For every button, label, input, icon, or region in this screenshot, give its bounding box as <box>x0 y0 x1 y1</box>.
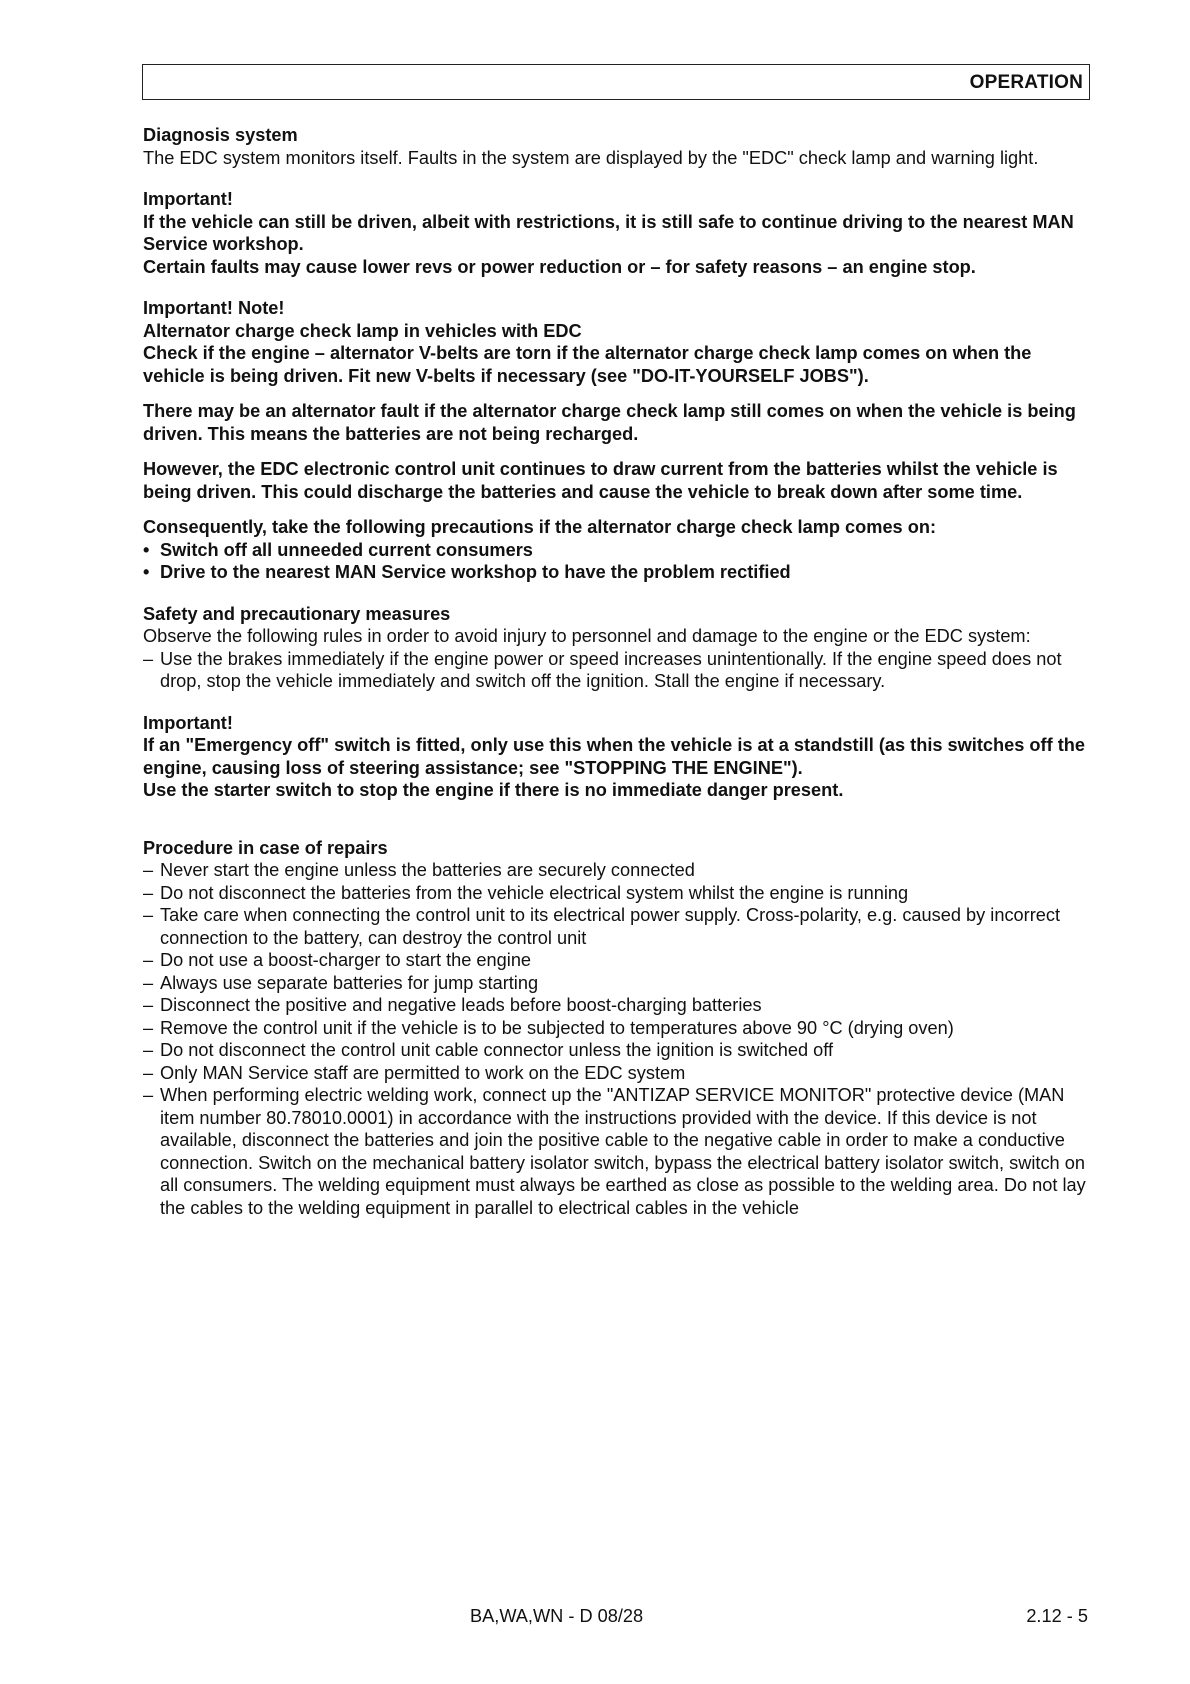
note-heading: Important! Note! <box>143 298 285 318</box>
precaution-bullet: • Switch off all unneeded current consumers <box>143 539 1093 562</box>
diagnosis-text: The EDC system monitors itself. Faults in the system are displayed by the "EDC" check lamp and warning light. <box>143 147 1039 168</box>
important-heading: Important! <box>143 712 233 733</box>
repair-item: – Remove the control unit if the vehicle is to be subjected to temperatures above 90 °C (drying oven) <box>143 1017 1093 1040</box>
repair-item: – Take care when connecting the control unit to its electrical power supply. Cross-polarity, e.g. caused by incorrect connection to the battery, can destroy the control unit <box>143 904 1093 949</box>
emergency-off-text: If an "Emergency off" switch is fitted, only use this when the vehicle is at a standstill (as this switches off the engine, causing loss of steering assistance; see "STOPPING THE ENGINE"). <box>143 735 1085 778</box>
note-subheading: Alternator charge check lamp in vehicles with EDC <box>143 320 582 341</box>
repair-item: – Disconnect the positive and negative leads before boost-charging batteries <box>143 994 1093 1017</box>
important-text-2: Certain faults may cause lower revs or power reduction or – for safety reasons – an engine stop. <box>143 256 976 277</box>
note-paragraph-2: There may be an alternator fault if the alternator charge check lamp still comes on when the vehicle is being driven. This means the batteries are not being recharged. <box>143 401 1076 444</box>
starter-switch-text: Use the starter switch to stop the engine if there is no immediate danger present. <box>143 780 844 800</box>
safety-heading: Safety and precautionary measures <box>143 603 451 624</box>
repair-item: – Only MAN Service staff are permitted to work on the EDC system <box>143 1062 1093 1085</box>
repair-item: – Never start the engine unless the batteries are securely connected <box>143 859 1093 882</box>
precaution-bullet: • Drive to the nearest MAN Service workshop to have the problem rectified <box>143 561 1093 584</box>
repair-item: – Do not disconnect the control unit cable connector unless the ignition is switched off <box>143 1039 1093 1062</box>
diagnosis-heading: Diagnosis system <box>143 125 298 145</box>
document-code: BA,WA,WN - D 08/28 <box>470 1606 644 1626</box>
section-title: OPERATION <box>969 72 1083 93</box>
important-text-1: If the vehicle can still be driven, albeit with restrictions, it is still safe to continue driving to the nearest MAN Service workshop. <box>143 211 1074 254</box>
safety-intro: Observe the following rules in order to avoid injury to personnel and damage to the engine or the EDC system: <box>143 626 1031 646</box>
safety-item: – Use the brakes immediately if the engine power or speed increases unintentionally. If the engine speed does not drop, stop the vehicle immediately and switch off the ignition. Stall the engine if necessary. <box>143 648 1093 693</box>
header-box <box>142 64 1090 100</box>
note-paragraph-1: Check if the engine – alternator V-belts are torn if the alternator charge check lamp comes on when the vehicle is being driven. Fit new V-belts if necessary (see "DO-IT-YOURSELF JOBS"). <box>143 343 1032 386</box>
repair-item: – Do not use a boost-charger to start the engine <box>143 949 1093 972</box>
repair-item: – When performing electric welding work, connect up the "ANTIZAP SERVICE MONITOR" protective device (MAN item number 80.78010.0001) in accordance with the instructions provided with the device. If this device is not available, disconnect the batteries and join the positive cable to the negative cable in order to make a conductive connection. Switch on the mechanical battery isolator switch, bypass the electrical battery isolator switch, switch on all consumers. The welding equipment must always be earthed as close as possible to the welding area. Do not lay the cables to the welding equipment in parallel to electrical cables in the vehicle <box>143 1084 1093 1219</box>
note-paragraph-3: However, the EDC electronic control unit continues to draw current from the batteries whilst the vehicle is being driven. This could discharge the batteries and cause the vehicle to break down after some time. <box>143 459 1058 502</box>
note-paragraph-4: Consequently, take the following precautions if the alternator charge check lamp comes on: <box>143 517 937 537</box>
repair-item: – Do not disconnect the batteries from the vehicle electrical system whilst the engine is running <box>143 882 1093 905</box>
important-heading: Important! <box>143 189 233 209</box>
repairs-heading: Procedure in case of repairs <box>143 837 388 858</box>
page-number: 2.12 - 5 <box>1026 1606 1088 1626</box>
document-body <box>143 124 1093 1219</box>
repair-item: – Always use separate batteries for jump starting <box>143 972 1093 995</box>
